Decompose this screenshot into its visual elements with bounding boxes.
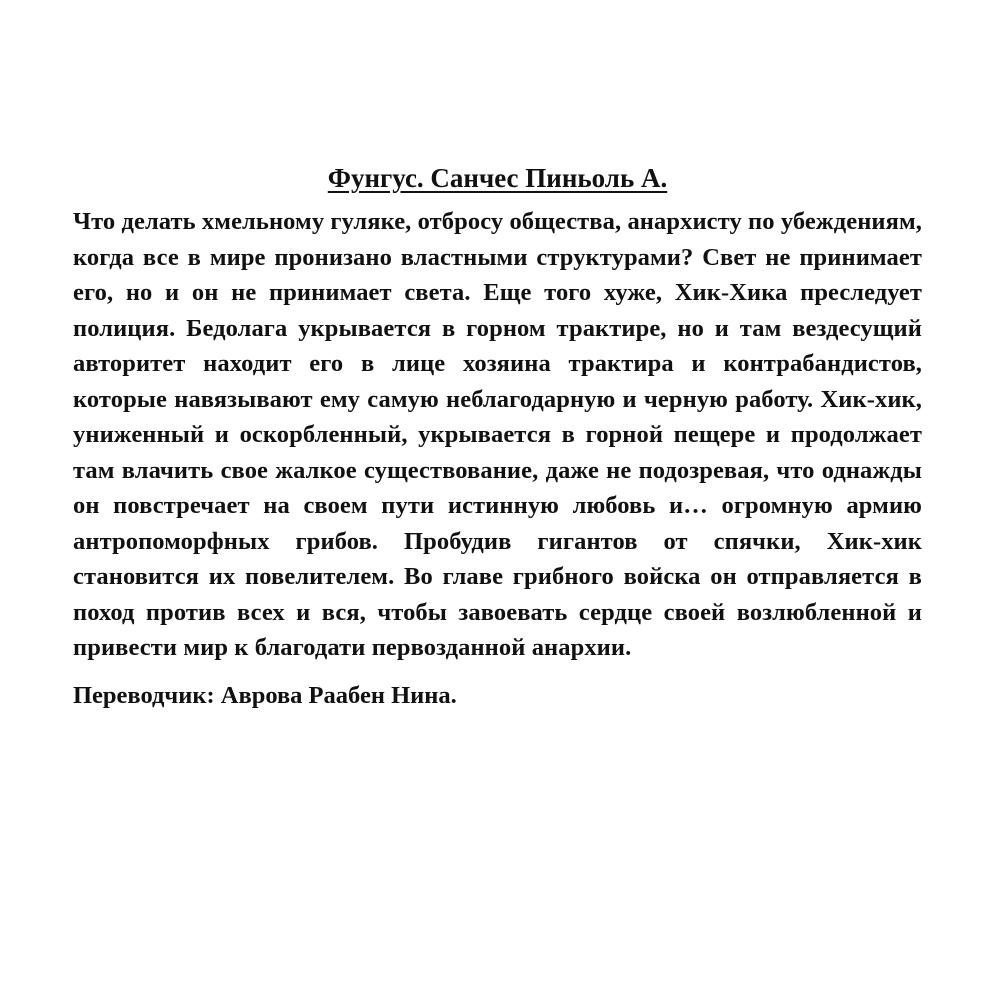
book-annotation: Что делать хмельному гуляке, отбросу общества, анархисту по убеждениям, когда все в мире пронизано властными структурами? Свет не принимает его, но и он не принимает света. Еще того хуже, Хик-Хика преследует полиция. Бедолага укрывается в горном трактире, но и там вездесущий авторитет находит его в лице хозяина трактира и контрабандистов, которые навязывают ему самую неблагодарную и черную работу. Хик-хик, униженный и оскорбленный, укрывается в горной пещере и продолжает там влачить свое жалкое существование, даже не подозревая, что однажды он повстречает на своем пути истинную любовь и… огромную армию антропоморфных грибов. Пробудив гигантов от спячки, Хик-хик становится их повелителем. Во главе грибного войска он отправляется в поход против всех и вся, чтобы завоевать сердце своей возлюбленной и привести мир к благодати первозданной анархии. — [73, 208, 922, 661]
book-title: Фунгус. Санчес Пиньоль А. — [327, 163, 668, 193]
book-description — [73, 160, 922, 713]
translator-credit: Переводчик: Аврова Раабен Нина. — [73, 681, 457, 709]
